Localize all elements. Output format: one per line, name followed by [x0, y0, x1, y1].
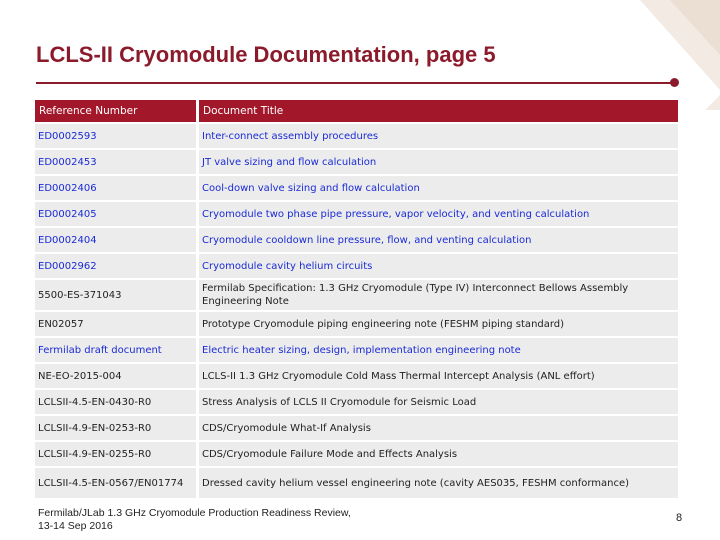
- document-title-link[interactable]: Cryomodule cooldown line pressure, flow, and venting calculation: [196, 228, 678, 252]
- document-title: CDS/Cryomodule What-If Analysis: [196, 416, 678, 440]
- table-row: [35, 390, 678, 414]
- table-row: [35, 228, 678, 252]
- documents-table: [35, 98, 678, 500]
- document-title-link[interactable]: Cryomodule cavity helium circuits: [196, 254, 678, 278]
- reference-number-link[interactable]: ED0002405: [35, 202, 196, 226]
- header-reference-number: Reference Number: [35, 100, 196, 122]
- table-row: [35, 364, 678, 388]
- document-title-link[interactable]: Inter-connect assembly procedures: [196, 124, 678, 148]
- document-title-link[interactable]: Cool-down valve sizing and flow calculation: [196, 176, 678, 200]
- footer-text: Fermilab/JLab 1.3 GHz Cryomodule Production Readiness Review, 13-14 Sep 2016: [38, 507, 351, 532]
- reference-number-link[interactable]: Fermilab draft document: [35, 338, 196, 362]
- document-title-link[interactable]: Cryomodule two phase pipe pressure, vapor velocity, and venting calculation: [196, 202, 678, 226]
- document-title: CDS/Cryomodule Failure Mode and Effects Analysis: [196, 442, 678, 466]
- table-row: [35, 442, 678, 466]
- title-rule: [36, 82, 676, 84]
- header-document-title: Document Title: [196, 100, 678, 122]
- reference-number: LCLSII-4.9-EN-0253-R0: [35, 416, 196, 440]
- reference-number: 5500-ES-371043: [35, 280, 196, 310]
- document-title-link[interactable]: Electric heater sizing, design, implementation engineering note: [196, 338, 678, 362]
- reference-number: NE-EO-2015-004: [35, 364, 196, 388]
- reference-number: LCLSII-4.9-EN-0255-R0: [35, 442, 196, 466]
- document-title: Stress Analysis of LCLS II Cryomodule for Seismic Load: [196, 390, 678, 414]
- reference-number: LCLSII-4.5-EN-0430-R0: [35, 390, 196, 414]
- document-title-link[interactable]: JT valve sizing and flow calculation: [196, 150, 678, 174]
- table-row: [35, 150, 678, 174]
- slide-title: LCLS-II Cryomodule Documentation, page 5: [36, 42, 496, 67]
- document-title: Fermilab Specification: 1.3 GHz Cryomodule (Type IV) Interconnect Bellows Assembly Engineering Note: [196, 280, 678, 310]
- title-rule-dot: [670, 78, 679, 87]
- document-title: Prototype Cryomodule piping engineering note (FESHM piping standard): [196, 312, 678, 336]
- reference-number: EN02057: [35, 312, 196, 336]
- document-title: LCLS-II 1.3 GHz Cryomodule Cold Mass Thermal Intercept Analysis (ANL effort): [196, 364, 678, 388]
- reference-number-link[interactable]: ED0002404: [35, 228, 196, 252]
- reference-number-link[interactable]: ED0002453: [35, 150, 196, 174]
- table-row: [35, 312, 678, 336]
- table-row: [35, 280, 678, 310]
- table-row: [35, 124, 678, 148]
- table-row: [35, 468, 678, 498]
- table-header-row: [35, 100, 678, 122]
- reference-number: LCLSII-4.5-EN-0567/EN01774: [35, 468, 196, 498]
- reference-number-link[interactable]: ED0002406: [35, 176, 196, 200]
- document-title: Dressed cavity helium vessel engineering note (cavity AES035, FESHM conformance): [196, 468, 678, 498]
- table-row: [35, 416, 678, 440]
- table-row: [35, 338, 678, 362]
- page-number: 8: [676, 512, 683, 524]
- corner-decoration: [600, 0, 720, 110]
- reference-number-link[interactable]: ED0002962: [35, 254, 196, 278]
- table-row: [35, 202, 678, 226]
- table-row: [35, 176, 678, 200]
- reference-number-link[interactable]: ED0002593: [35, 124, 196, 148]
- table-row: [35, 254, 678, 278]
